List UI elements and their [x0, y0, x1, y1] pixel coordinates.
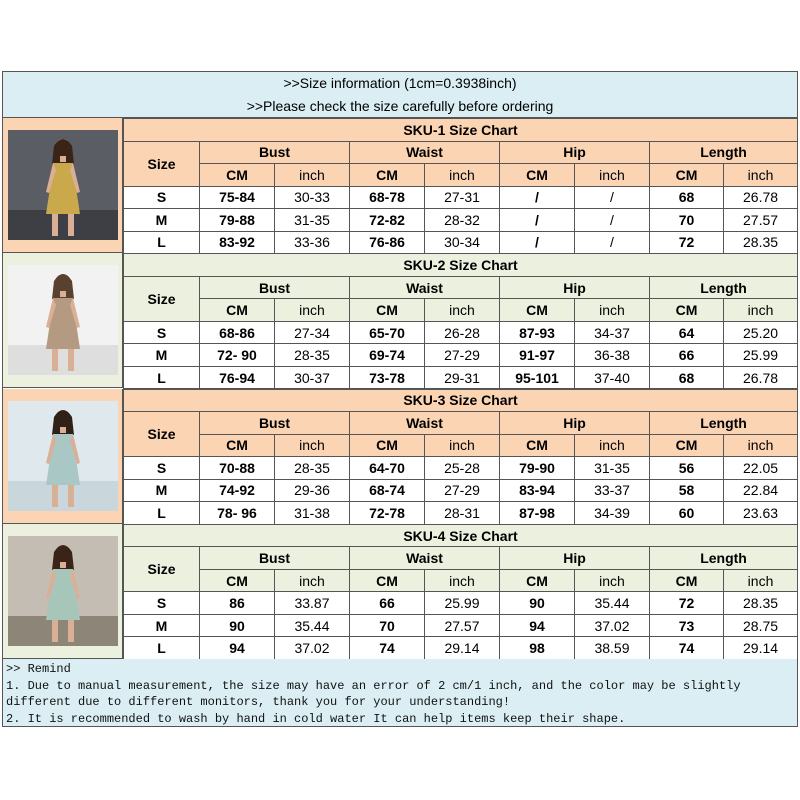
size-cell: M [124, 344, 200, 367]
waist-in-cell: 29.14 [425, 637, 500, 660]
bust-cm-cell: 94 [200, 637, 275, 660]
length-header: Length [650, 412, 798, 435]
length-cm-cell: 56 [650, 457, 724, 480]
bust-cm-cell: 74-92 [200, 479, 275, 502]
inch-unit-header: inch [275, 569, 350, 592]
remind-line: 2. It is recommended to wash by hand in cold water It can help items keep their shape. [6, 711, 626, 726]
size-row [124, 209, 798, 232]
waist-cm-cell: 64-70 [350, 457, 425, 480]
waist-in-cell: 26-28 [425, 321, 500, 344]
bust-cm-cell: 78- 96 [200, 502, 275, 525]
waist-in-cell: 25.99 [425, 592, 500, 615]
hip-cm-cell: 87-98 [500, 502, 575, 525]
length-in-cell: 28.35 [724, 231, 798, 254]
waist-cm-cell: 68-74 [350, 479, 425, 502]
bust-header: Bust [200, 141, 350, 164]
hip-cm-cell: 79-90 [500, 457, 575, 480]
inch-unit-header: inch [724, 434, 798, 457]
length-cm-cell: 74 [650, 637, 724, 660]
bust-in-cell: 28-35 [275, 457, 350, 480]
hip-cm-cell: 98 [500, 637, 575, 660]
inch-unit-header: inch [575, 164, 650, 187]
length-in-cell: 22.05 [724, 457, 798, 480]
size-cell: S [124, 186, 200, 209]
hip-in-cell: / [575, 231, 650, 254]
hip-header: Hip [500, 412, 650, 435]
waist-header: Waist [350, 412, 500, 435]
hip-cm-cell: 83-94 [500, 479, 575, 502]
model-mint-ruched-dress-photo [3, 389, 123, 523]
hip-cm-cell: 91-97 [500, 344, 575, 367]
bust-cm-cell: 75-84 [200, 186, 275, 209]
waist-in-cell: 30-34 [425, 231, 500, 254]
remind-heading: >> Remind [6, 662, 71, 676]
size-cell: M [124, 479, 200, 502]
bust-header: Bust [200, 276, 350, 299]
waist-cm-cell: 73-78 [350, 366, 425, 389]
waist-header: Waist [350, 141, 500, 164]
length-cm-cell: 58 [650, 479, 724, 502]
waist-header: Waist [350, 547, 500, 570]
size-row [124, 231, 798, 254]
size-row [124, 479, 798, 502]
waist-cm-cell: 72-82 [350, 209, 425, 232]
sku-block-3 [3, 389, 797, 524]
length-in-cell: 23.63 [724, 502, 798, 525]
hip-in-cell: 33-37 [575, 479, 650, 502]
hip-in-cell: 35.44 [575, 592, 650, 615]
size-check-note: >>Please check the size carefully before ordering [246, 98, 554, 114]
waist-cm-cell: 68-78 [350, 186, 425, 209]
length-in-cell: 26.78 [724, 186, 798, 209]
model-sage-ruched-dress-photo [3, 524, 123, 658]
hip-cm-cell: / [500, 231, 575, 254]
waist-cm-cell: 76-86 [350, 231, 425, 254]
sku-title: SKU-4 Size Chart [124, 524, 798, 547]
hip-in-cell: 37.02 [575, 614, 650, 637]
cm-unit-header: CM [650, 299, 724, 322]
length-in-cell: 28.75 [724, 614, 798, 637]
length-cm-cell: 73 [650, 614, 724, 637]
size-info-header [3, 72, 797, 118]
waist-cm-cell: 65-70 [350, 321, 425, 344]
bust-cm-cell: 72- 90 [200, 344, 275, 367]
model-figure-image [8, 265, 118, 375]
size-row [124, 457, 798, 480]
bust-header: Bust [200, 412, 350, 435]
waist-in-cell: 28-32 [425, 209, 500, 232]
sku-block-1 [3, 118, 797, 253]
hip-cm-cell: / [500, 186, 575, 209]
hip-header: Hip [500, 141, 650, 164]
length-cm-cell: 72 [650, 231, 724, 254]
cm-unit-header: CM [200, 569, 275, 592]
bust-cm-cell: 76-94 [200, 366, 275, 389]
size-cell: L [124, 637, 200, 660]
model-taupe-slip-dress-photo [3, 253, 123, 387]
size-table [123, 253, 798, 389]
remind-line: different due to different monitors, thank you for your understanding! [6, 695, 511, 709]
hip-cm-cell: 90 [500, 592, 575, 615]
waist-in-cell: 27-31 [425, 186, 500, 209]
remind-notes [3, 659, 797, 726]
length-cm-cell: 72 [650, 592, 724, 615]
waist-cm-cell: 70 [350, 614, 425, 637]
bust-header: Bust [200, 547, 350, 570]
bust-in-cell: 30-33 [275, 186, 350, 209]
waist-in-cell: 25-28 [425, 457, 500, 480]
inch-unit-header: inch [575, 569, 650, 592]
length-header: Length [650, 141, 798, 164]
bust-cm-cell: 90 [200, 614, 275, 637]
inch-unit-header: inch [575, 434, 650, 457]
inch-unit-header: inch [425, 434, 500, 457]
cm-unit-header: CM [650, 434, 724, 457]
length-cm-cell: 68 [650, 186, 724, 209]
cm-unit-header: CM [350, 164, 425, 187]
inch-unit-header: inch [275, 164, 350, 187]
inch-unit-header: inch [275, 299, 350, 322]
size-cell: S [124, 592, 200, 615]
cm-unit-header: CM [350, 299, 425, 322]
model-figure-image [8, 401, 118, 511]
bust-in-cell: 37.02 [275, 637, 350, 660]
length-in-cell: 25.99 [724, 344, 798, 367]
bust-in-cell: 27-34 [275, 321, 350, 344]
waist-header: Waist [350, 276, 500, 299]
cm-unit-header: CM [200, 299, 275, 322]
length-in-cell: 28.35 [724, 592, 798, 615]
size-row [124, 637, 798, 660]
hip-in-cell: 34-37 [575, 321, 650, 344]
bust-in-cell: 29-36 [275, 479, 350, 502]
bust-in-cell: 31-38 [275, 502, 350, 525]
sku-block-2 [3, 253, 797, 388]
length-in-cell: 29.14 [724, 637, 798, 660]
waist-in-cell: 28-31 [425, 502, 500, 525]
sku-title: SKU-3 Size Chart [124, 389, 798, 412]
bust-in-cell: 33.87 [275, 592, 350, 615]
inch-unit-header: inch [724, 569, 798, 592]
size-row [124, 614, 798, 637]
hip-in-cell: 37-40 [575, 366, 650, 389]
waist-in-cell: 27.57 [425, 614, 500, 637]
size-table [123, 389, 798, 525]
size-cell: M [124, 209, 200, 232]
bust-in-cell: 31-35 [275, 209, 350, 232]
hip-in-cell: / [575, 186, 650, 209]
waist-in-cell: 27-29 [425, 344, 500, 367]
cm-unit-header: CM [200, 164, 275, 187]
cm-unit-header: CM [650, 569, 724, 592]
cm-unit-header: CM [500, 299, 575, 322]
length-cm-cell: 68 [650, 366, 724, 389]
cm-unit-header: CM [350, 434, 425, 457]
size-header: Size [124, 141, 200, 186]
cm-unit-header: CM [350, 569, 425, 592]
size-row [124, 344, 798, 367]
bust-cm-cell: 86 [200, 592, 275, 615]
model-figure-image [8, 130, 118, 240]
bust-in-cell: 35.44 [275, 614, 350, 637]
length-header: Length [650, 547, 798, 570]
bust-in-cell: 28-35 [275, 344, 350, 367]
size-header: Size [124, 547, 200, 592]
cm-unit-header: CM [500, 164, 575, 187]
size-header: Size [124, 412, 200, 457]
hip-header: Hip [500, 547, 650, 570]
model-gold-slip-dress-photo [3, 118, 123, 252]
hip-in-cell: 36-38 [575, 344, 650, 367]
hip-in-cell: 31-35 [575, 457, 650, 480]
model-figure-image [8, 536, 118, 646]
size-table [123, 524, 798, 660]
bust-cm-cell: 70-88 [200, 457, 275, 480]
waist-cm-cell: 74 [350, 637, 425, 660]
size-table [123, 118, 798, 254]
size-row [124, 502, 798, 525]
length-cm-cell: 66 [650, 344, 724, 367]
inch-unit-header: inch [575, 299, 650, 322]
waist-cm-cell: 72-78 [350, 502, 425, 525]
hip-in-cell: / [575, 209, 650, 232]
length-in-cell: 26.78 [724, 366, 798, 389]
length-in-cell: 22.84 [724, 479, 798, 502]
sku-title: SKU-1 Size Chart [124, 119, 798, 142]
size-cell: L [124, 366, 200, 389]
inch-unit-header: inch [275, 434, 350, 457]
waist-in-cell: 27-29 [425, 479, 500, 502]
bust-cm-cell: 79-88 [200, 209, 275, 232]
bust-cm-cell: 83-92 [200, 231, 275, 254]
size-info-line: >>Size information (1cm=0.3938inch) [283, 75, 517, 91]
length-cm-cell: 60 [650, 502, 724, 525]
bust-in-cell: 30-37 [275, 366, 350, 389]
size-header: Size [124, 276, 200, 321]
hip-in-cell: 34-39 [575, 502, 650, 525]
length-cm-cell: 70 [650, 209, 724, 232]
length-header: Length [650, 276, 798, 299]
size-cell: L [124, 502, 200, 525]
inch-unit-header: inch [425, 164, 500, 187]
sku-title: SKU-2 Size Chart [124, 254, 798, 277]
hip-cm-cell: / [500, 209, 575, 232]
size-row [124, 321, 798, 344]
waist-cm-cell: 69-74 [350, 344, 425, 367]
size-cell: S [124, 321, 200, 344]
bust-cm-cell: 68-86 [200, 321, 275, 344]
length-cm-cell: 64 [650, 321, 724, 344]
hip-header: Hip [500, 276, 650, 299]
size-cell: L [124, 231, 200, 254]
remind-line: 1. Due to manual measurement, the size may have an error of 2 cm/1 inch, and the color may be slightly [6, 678, 741, 693]
size-row [124, 592, 798, 615]
hip-cm-cell: 87-93 [500, 321, 575, 344]
cm-unit-header: CM [650, 164, 724, 187]
cm-unit-header: CM [200, 434, 275, 457]
inch-unit-header: inch [425, 569, 500, 592]
size-cell: M [124, 614, 200, 637]
hip-cm-cell: 94 [500, 614, 575, 637]
cm-unit-header: CM [500, 434, 575, 457]
inch-unit-header: inch [724, 164, 798, 187]
inch-unit-header: inch [425, 299, 500, 322]
cm-unit-header: CM [500, 569, 575, 592]
length-in-cell: 27.57 [724, 209, 798, 232]
hip-in-cell: 38.59 [575, 637, 650, 660]
sku-block-4 [3, 524, 797, 659]
size-row [124, 366, 798, 389]
inch-unit-header: inch [724, 299, 798, 322]
size-chart-sheet [2, 71, 798, 727]
size-cell: S [124, 457, 200, 480]
bust-in-cell: 33-36 [275, 231, 350, 254]
size-row [124, 186, 798, 209]
waist-cm-cell: 66 [350, 592, 425, 615]
length-in-cell: 25.20 [724, 321, 798, 344]
hip-cm-cell: 95-101 [500, 366, 575, 389]
waist-in-cell: 29-31 [425, 366, 500, 389]
